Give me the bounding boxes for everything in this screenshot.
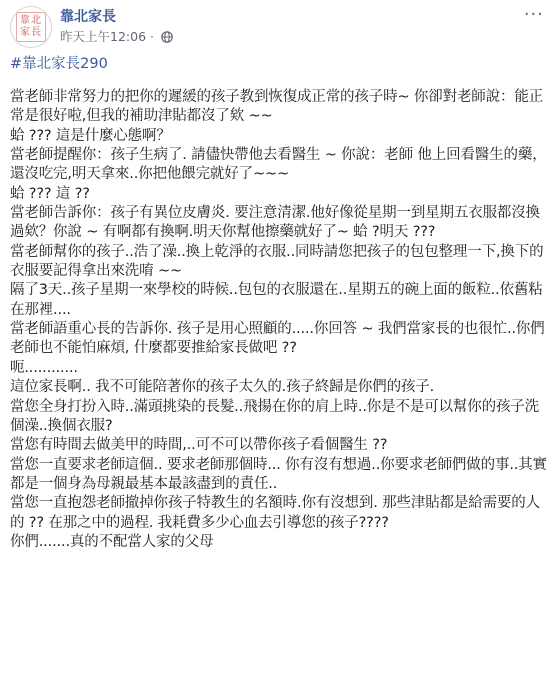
post-paragraph-5: 當老師語重心長的告訴你. 孩子是用心照顧的.....你回答 ~ 我們當家長的也很忙..你們老師也不能怕麻煩, 什麼都要推給家長做吧 ?? 呃............ <box>10 321 545 376</box>
page-avatar[interactable] <box>10 6 52 48</box>
post-meta <box>60 27 173 46</box>
avatar-logo: 靠北 家長 <box>16 12 46 42</box>
post-paragraph-2: 當老師提醒你：孩子生病了. 請儘快帶他去看醫生 ~ 你說：老師 他上回看醫生的藥，還沒吃完,明天拿來..你把他餵完就好了~~~ 蛤 ??? 這 ?? <box>10 147 547 202</box>
post-paragraph-3: 當老師告訴你：孩子有異位皮膚炎. 要注意清潔.他好像從星期一到星期五衣服都沒換過欸？你說 ~ 有啊都有換啊.明天你幫他擦藥就好了~ 蛤 ?明天 ??? <box>10 205 540 241</box>
post-paragraph-6: 這位家長啊.. 我不可能陪著你的孩子太久的.孩子終歸是你們的孩子. 當您全身打扮入時..滿頭挑染的長髮..飛揚在你的肩上時..你是不是可以幫你的孩子洗個澡..換個衣服? 當您有時間去做美甲的時間,..可不可以帶你孩子看個醫生 ?? 當您一直要求老師這個.. 要求老師那個時... 你有沒有想過..你要求老師們做的事..其實都是一個身為母親最基本最該盡到的責任.. 當您一直抱怨老師撤掉你孩子特教生的名額時.你有沒想到. 那些津貼都是給需要的人的 ?? 在那之中的過程. 我耗費多少心血去引導您的孩子???? 你們.......真的不配當人家的父母 <box>10 379 547 550</box>
more-options-button[interactable]: ··· <box>523 4 544 25</box>
globe-icon <box>161 31 173 46</box>
post-timestamp[interactable]: 昨天上午12:06 <box>60 29 147 44</box>
page-name-link[interactable]: 靠北家長 <box>60 9 116 25</box>
post-paragraph-4: 當老師幫你的孩子..浩了澡..換上乾淨的衣服..同時請您把孩子的包包整理一下,換下的衣服要記得拿出來洗唷 ~~ 隔了3天..孩子星期一來學校的時候..包包的衣服還在..星期五的碗上面的飯粒..依舊粘在那裡.... <box>10 243 544 318</box>
post-hashtag[interactable]: #靠北家長290 <box>10 56 108 72</box>
post-body <box>10 55 550 552</box>
post-paragraph-1: 當老師非常努力的把你的遲緩的孩子教到恢復成正常的孩子時~ 你卻對老師說：能正常是很好啦,但我的補助津貼都沒了欸 ~~ 蛤 ??? 這是什麼心態啊？ <box>10 89 544 144</box>
post-header <box>10 6 546 46</box>
meta-separator: · <box>150 29 154 44</box>
